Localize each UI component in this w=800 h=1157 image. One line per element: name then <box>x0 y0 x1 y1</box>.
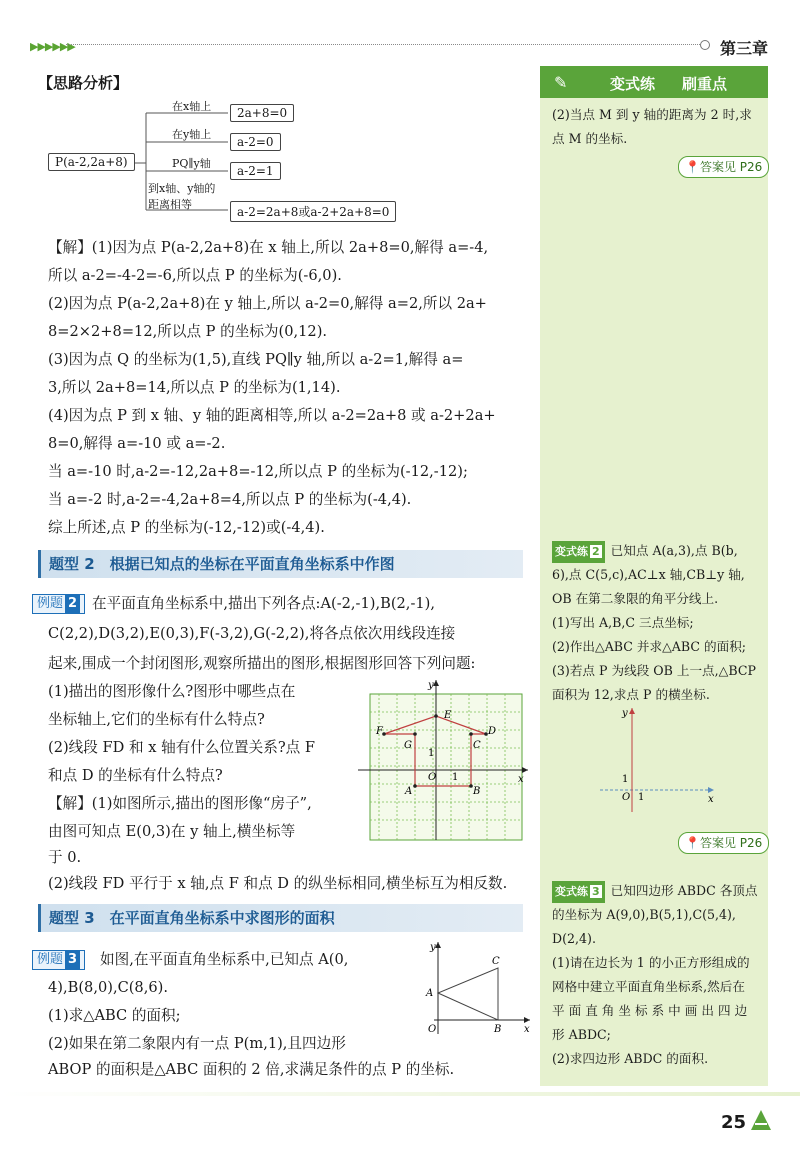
side-ex2-line: (3)若点 P 为线段 OB 上一点,△BCP <box>552 663 756 678</box>
topic2-title: 题型 2 根据已知点的坐标在平面直角坐标系中作图 <box>38 550 523 578</box>
sidebar-header <box>540 66 768 98</box>
ex2-line: 由图可知点 E(0,3)在 y 轴上,横坐标等 <box>48 823 296 840</box>
answer-text-2: 答案见 P26 <box>699 836 763 850</box>
tick-x: 1 <box>452 772 459 783</box>
header-arrows: ▶▶▶▶▶▶ <box>30 40 75 53</box>
ex2-line: 在平面直角坐标系中,描出下列各点:A(-2,-1),B(2,-1), <box>92 595 435 612</box>
ex3-line: ABOP 的面积是△ABC 面积的 2 倍,求满足条件的点 P 的坐标. <box>48 1061 455 1078</box>
pt-A: A <box>405 786 413 797</box>
pt-F: F <box>376 726 383 737</box>
sol1-line: 综上所述,点 P 的坐标为(-12,-12)或(-4,4). <box>48 519 325 536</box>
side-tick-x: 1 <box>638 792 645 803</box>
branch-cond-1: 在x轴上 <box>172 100 212 113</box>
variant2-tag-num: 2 <box>592 545 600 558</box>
axis-x: x <box>518 774 524 785</box>
variant3-tag-label: 变式练 <box>555 885 588 898</box>
tick-y: 1 <box>428 748 435 759</box>
side-origin: O <box>622 792 631 803</box>
analysis-title: 【思路分析】 <box>38 74 129 92</box>
side-ex3-text0: 已知四边形 ABDC 各顶点 <box>610 883 758 898</box>
ex2-line: 和点 D 的坐标有什么特点? <box>48 767 223 784</box>
side-ex3-line: 的坐标为 A(9,0),B(5,1),C(5,4), <box>552 907 736 922</box>
branch-cond-3: PQ∥y轴 <box>172 157 211 170</box>
sol1-line: 8=0,解得 a=-10 或 a=-2. <box>48 435 226 452</box>
tri-pt-C: C <box>492 956 500 967</box>
ex3-line: 4),B(8,0),C(8,6). <box>48 979 168 996</box>
sidebar-head-right: 刷重点 <box>682 75 728 93</box>
analysis-point: P(a-2,2a+8) <box>48 153 135 171</box>
ex3-line: 如图,在平面直角坐标系中,已知点 A(0, <box>100 951 349 968</box>
side-ex3-line: (1)请在边长为 1 的小正方形组成的 <box>552 955 750 970</box>
branch-result-4: a-2=2a+8或a-2+2a+8=0 <box>230 201 396 222</box>
side-ex3-line: 平 面 直 角 坐 标 系 中 画 出 四 边 <box>552 1003 748 1018</box>
branch-result-1: 2a+8=0 <box>230 104 294 122</box>
ex2-line: (2)线段 FD 平行于 x 轴,点 F 和点 D 的纵坐标相同,横坐标互为相反数. <box>48 875 508 892</box>
origin: O <box>428 772 437 783</box>
person-icon: ✎ <box>554 73 568 92</box>
branch-result-2: a-2=0 <box>230 133 281 151</box>
pin-icon: 📍 <box>685 160 700 174</box>
pt-G: G <box>404 740 412 751</box>
side-ex2-line: (1)写出 A,B,C 三点坐标; <box>552 615 694 630</box>
side-ex3-line: 网格中建立平面直角坐标系,然后在 <box>552 979 745 994</box>
side-ex3-line0 <box>552 880 758 903</box>
sol1-line: 8=2×2+8=12,所以点 P 的坐标为(0,12). <box>48 323 328 340</box>
sol1-line: 当 a=-2 时,a-2=-4,2a+8=4,所以点 P 的坐标为(-4,4). <box>48 491 412 508</box>
page-deco-icon <box>750 1108 772 1132</box>
branch-result-3: a-2=1 <box>230 162 281 180</box>
side-ex3-line: 形 ABDC; <box>552 1027 611 1042</box>
pt-E: E <box>444 710 452 721</box>
chapter-title: 第三章 <box>720 39 769 58</box>
ex2-line: (1)描出的图形像什么?图形中哪些点在 <box>48 683 296 700</box>
side-ex1-line: 点 M 的坐标. <box>552 131 628 146</box>
pt-D: D <box>488 726 497 737</box>
tri-pt-A: A <box>426 988 434 999</box>
answer-badge-2 <box>678 832 769 854</box>
sol1-line: 3,所以 2a+8=14,所以点 P 的坐标为(1,14). <box>48 379 341 396</box>
side-axes-figure <box>596 704 726 814</box>
pin-icon: 📍 <box>685 836 700 850</box>
variant2-tag <box>552 541 605 563</box>
example3-label: 例题 <box>37 952 64 967</box>
ex2-line: (2)线段 FD 和 x 轴有什么位置关系?点 F <box>48 739 315 756</box>
side-axis-x: x <box>708 794 714 805</box>
side-ex2-line: 面积为 12,求点 P 的横坐标. <box>552 687 710 702</box>
footer-strip <box>0 1092 800 1096</box>
side-axis-y: y <box>622 708 628 719</box>
pt-C: C <box>473 740 481 751</box>
side-ex2-line: OB 在第二象限的角平分线上. <box>552 591 719 606</box>
variant3-tag <box>552 881 605 903</box>
header-circle <box>700 40 710 50</box>
tri-origin: O <box>428 1024 437 1035</box>
ex2-line: C(2,2),D(3,2),E(0,3),F(-3,2),G(-2,2),将各点依次用线段连接 <box>48 625 456 642</box>
sidebar-head-left: 变式练 <box>610 75 656 93</box>
page-number: 25 <box>720 1112 746 1133</box>
ex2-line: 起来,围成一个封闭图形,观察所描出的图形,根据图形回答下列问题: <box>48 655 476 672</box>
answer-text-1: 答案见 P26 <box>699 160 763 174</box>
ex3-line: (1)求△ABC 的面积; <box>48 1007 181 1024</box>
sol1-line: (2)因为点 P(a-2,2a+8)在 y 轴上,所以 a-2=0,解得 a=2,所以 2a+ <box>48 295 487 312</box>
example3-tag <box>32 950 85 970</box>
ex2-line: 于 0. <box>48 849 82 866</box>
triangle-figure <box>420 938 535 1038</box>
tri-pt-B: B <box>494 1024 502 1035</box>
tri-axis-y: y <box>430 942 436 953</box>
sol1-line: 当 a=-10 时,a-2=-12,2a+8=-12,所以点 P 的坐标为(-12,-12); <box>48 463 468 480</box>
sol1-line: (3)因为点 Q 的坐标为(1,5),直线 PQ∥y 轴,所以 a-2=1,解得 a= <box>48 351 464 368</box>
side-ex2-line: 6),点 C(5,c),AC⊥x 轴,CB⊥y 轴, <box>552 567 745 582</box>
pt-B: B <box>473 786 481 797</box>
variant2-tag-label: 变式练 <box>555 545 588 558</box>
example3-num: 3 <box>65 951 80 969</box>
sol1-line: (4)因为点 P 到 x 轴、y 轴的距离相等,所以 a-2=2a+8 或 a-2+2a+ <box>48 407 496 424</box>
house-figure <box>358 676 538 844</box>
side-ex3-line: (2)求四边形 ABDC 的面积. <box>552 1051 709 1066</box>
ex2-line: 【解】(1)如图所示,描出的图形像“房子”, <box>48 795 312 812</box>
sol1-line: 所以 a-2=-4-2=-6,所以点 P 的坐标为(-6,0). <box>48 267 342 284</box>
sol1-line: 【解】(1)因为点 P(a-2,2a+8)在 x 轴上,所以 2a+8=0,解得 a=-4, <box>48 239 489 256</box>
axis-y: y <box>428 680 434 691</box>
side-ex3-line: D(2,4). <box>552 931 596 946</box>
branch-cond-4b: 距离相等 <box>148 198 192 211</box>
answer-badge-1 <box>678 156 769 178</box>
branch-cond-2: 在y轴上 <box>172 128 212 141</box>
side-ex2-line: (2)作出△ABC 并求△ABC 的面积; <box>552 639 747 654</box>
example2-tag <box>32 594 85 614</box>
ex3-line: (2)如果在第二象限内有一点 P(m,1),且四边形 <box>48 1035 346 1052</box>
tri-axis-x: x <box>524 1024 530 1035</box>
example2-label: 例题 <box>37 596 64 611</box>
variant3-tag-num: 3 <box>592 885 600 898</box>
branch-cond-4a: 到x轴、y轴的 <box>148 182 216 195</box>
side-ex2-line0 <box>552 540 738 563</box>
example2-num: 2 <box>65 595 80 613</box>
ex2-line: 坐标轴上,它们的坐标有什么特点? <box>48 711 265 728</box>
side-ex1-line: (2)当点 M 到 y 轴的距离为 2 时,求 <box>552 107 752 122</box>
side-tick-y: 1 <box>622 774 629 785</box>
side-ex2-text0: 已知点 A(a,3),点 B(b, <box>610 543 738 558</box>
topic3-title: 题型 3 在平面直角坐标系中求图形的面积 <box>38 904 523 932</box>
